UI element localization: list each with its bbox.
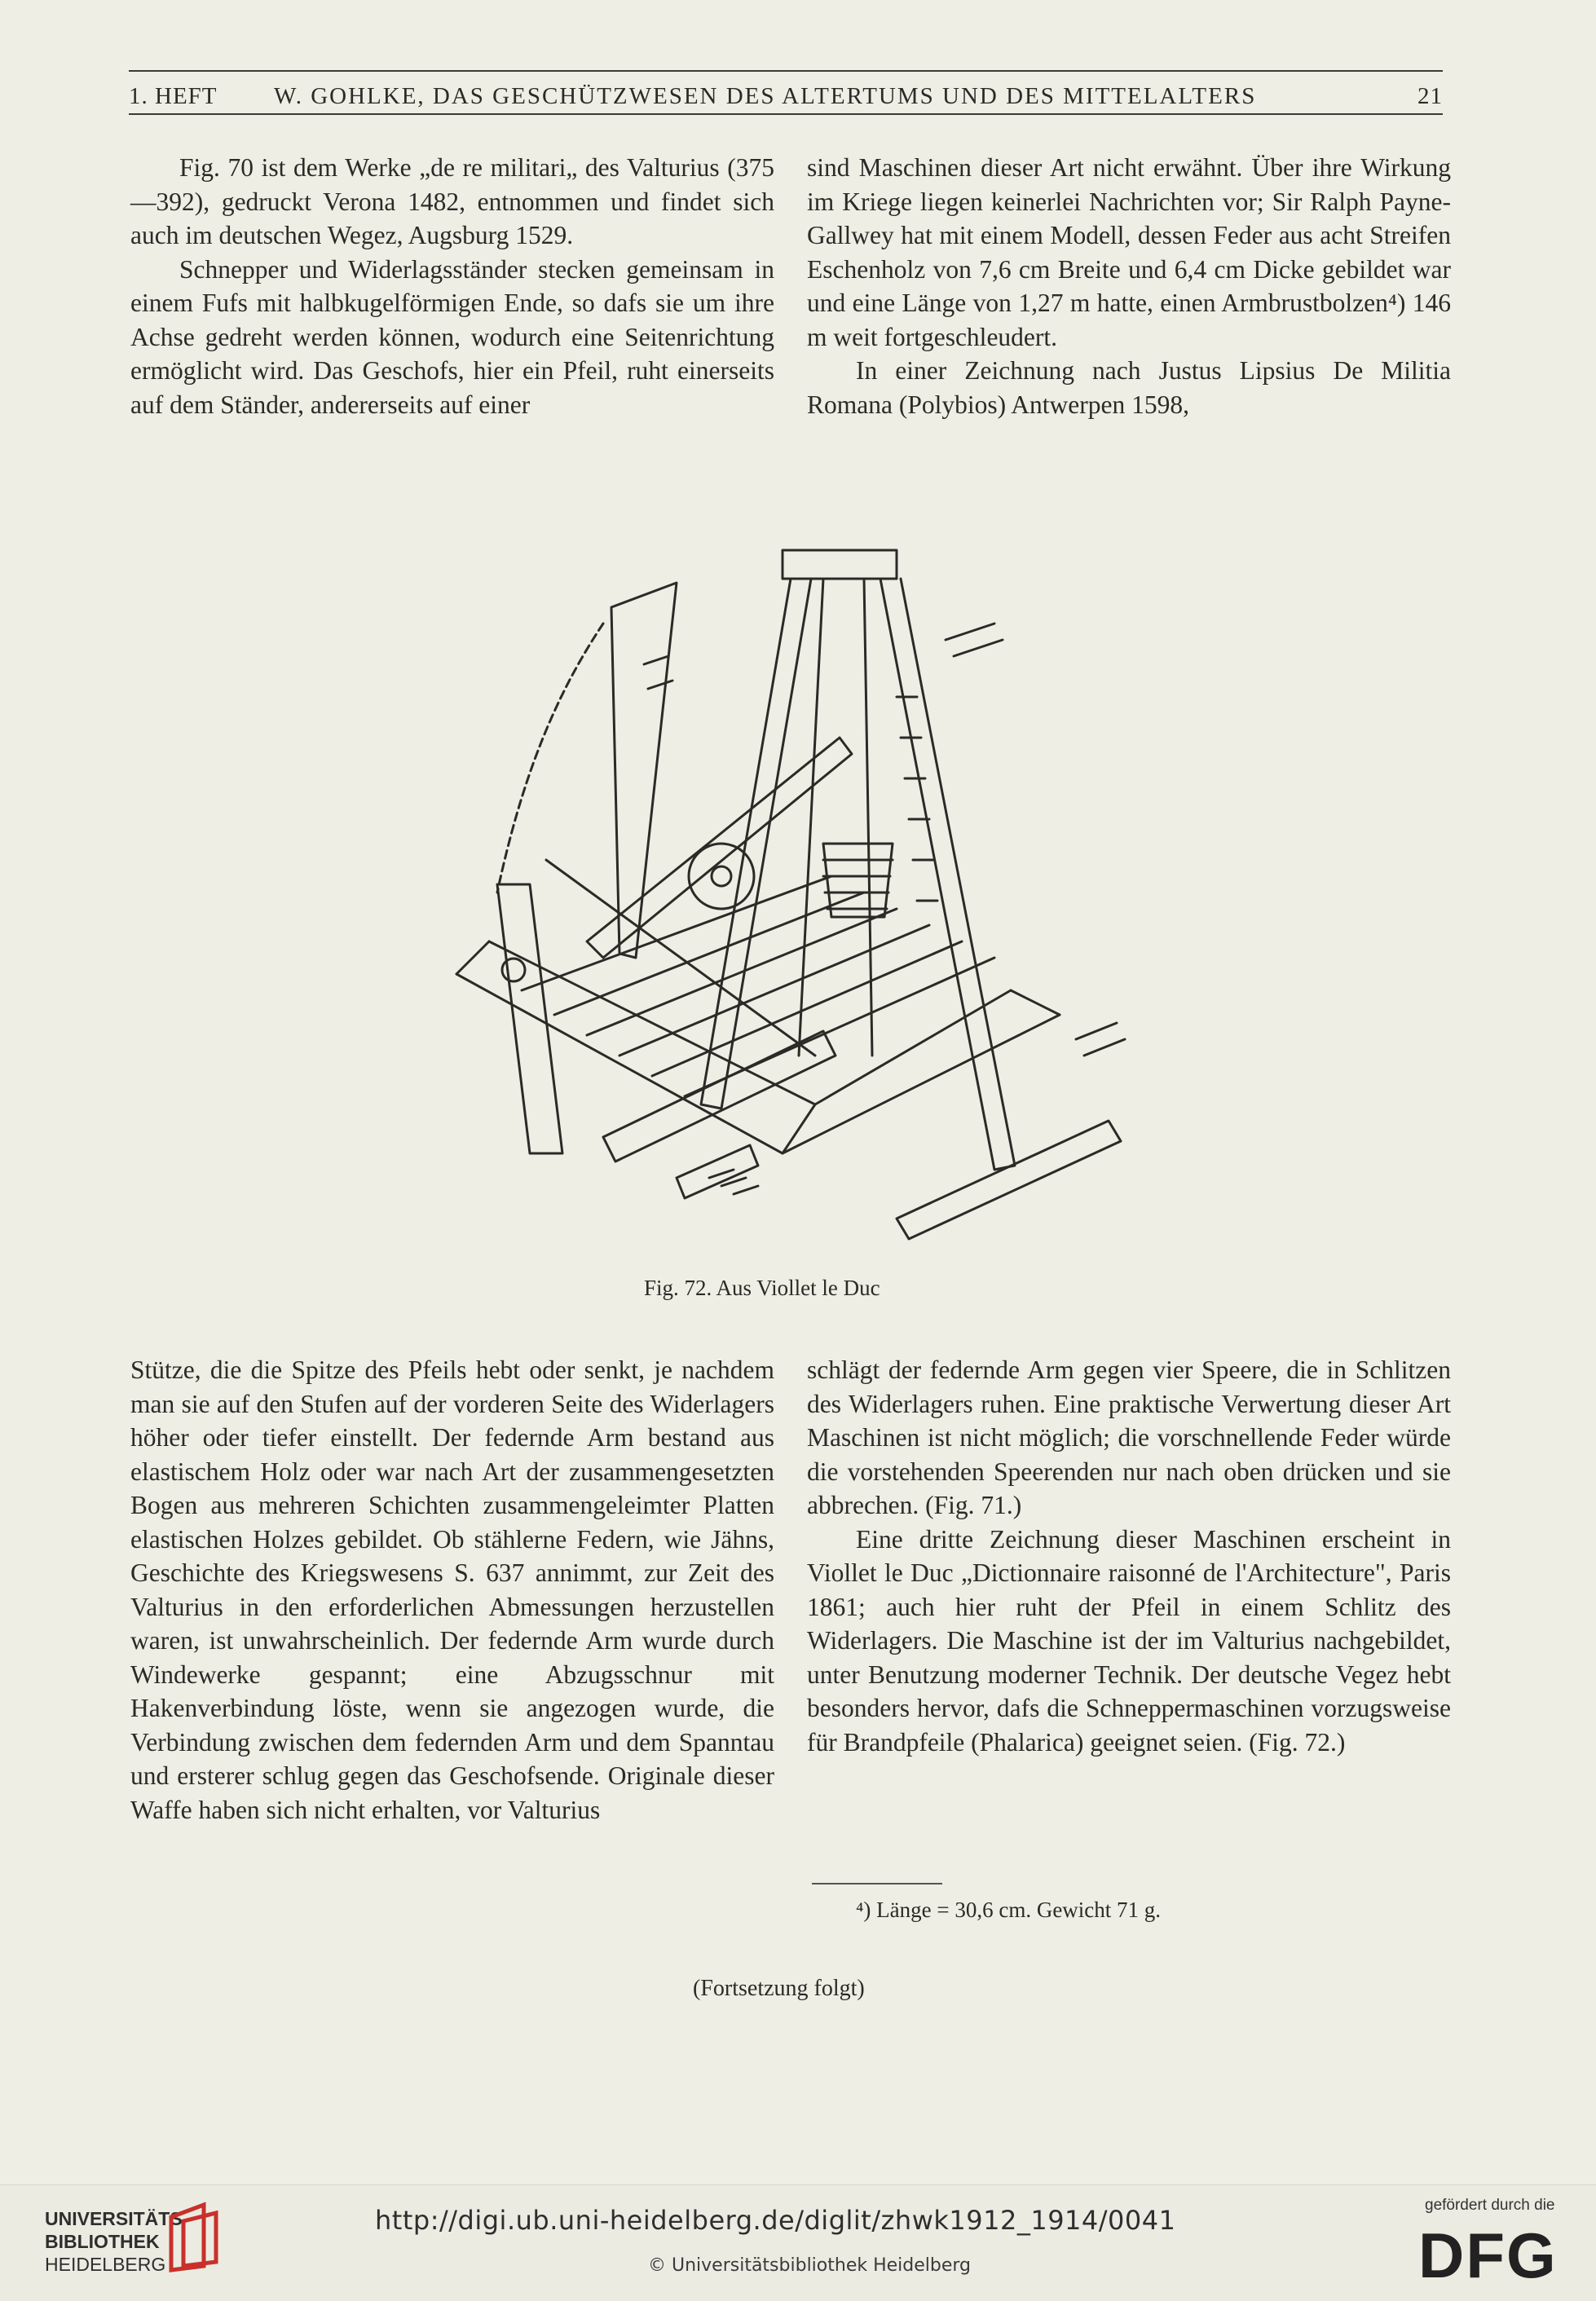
paragraph: sind Maschinen dieser Art nicht erwähnt. Über ihre Wirkung im Kriege liegen keinerlei Nachrichten vor; Sir Ralph Payne-Gallwey hat mit einem Modell, dessen Feder aus acht Streifen Eschenholz von 7,6 cm Breite und 6,4 cm Dicke gebildet war und eine Länge von 1,27 m hatte, einen Armbrustbolzen⁴) 146 m weit fortgeschleudert. xyxy=(807,153,1451,351)
continuation-note: (Fortsetzung folgt) xyxy=(693,1976,865,2001)
paragraph: schlägt der federnde Arm gegen vier Speere, die in Schlitzen des Widerlagers ruhen. Eine praktische Verwertung dieser Art Maschinen ist nicht möglich; die vorschnellende Feder würde die vorstehenden Speerenden nur nach oben drücken und sie abbrechen. (Fig. 71.) xyxy=(807,1355,1451,1519)
dfg-logo: DFG xyxy=(1418,2219,1558,2291)
running-head xyxy=(129,82,1443,116)
column-left-top xyxy=(130,151,774,421)
footnote: ⁴) Länge = 30,6 cm. Gewicht 71 g. xyxy=(856,1898,1162,1922)
paragraph: Eine dritte Zeichnung dieser Maschinen erscheint in Viollet le Duc „Dictionnaire raisonné de l'Architecture", Paris 1861; auch hier ruht der Pfeil in einem Schlitz des Widerlagers. Die Maschine ist der im Valturius nachgebildet, unter Benutzung moderner Technik. Der deutsche Vegez hebt besonders hervor, dafs die Schneppermaschinen vorzugsweise für Brandpfeile (Phalarica) geeignet seien. (Fig. 72.) xyxy=(807,1524,1451,1757)
paragraph: Fig. 70 ist dem Werke „de re militari„ des Valturius (375—392), gedruckt Verona 1482, entnommen und findet sich auch im deutschen Wegez, Augsburg 1529. xyxy=(130,153,774,249)
column-right-top xyxy=(807,151,1451,421)
paragraph: In einer Zeichnung nach Justus Lipsius De Militia Romana (Polybios) Antwerpen 1598, xyxy=(807,356,1451,419)
header-rule xyxy=(129,113,1443,115)
paragraph: Stütze, die die Spitze des Pfeils hebt oder senkt, je nachdem man sie auf den Stufen auf der vorderen Seite des Widerlagers höher oder tiefer einstellt. Der federnde Arm bestand aus elastischem Holz oder war nach Art der zusammengesetzten Bogen aus mehreren Schichten zusammengeleimter Platten elastischen Holzes gebildet. Ob stählerne Federn, wie Jähns, Geschichte des Kriegswesens S. 637 annimmt, zur Zeit des Valturius in den erforderlichen Abmessungen herzustellen waren, ist unwahrscheinlich. Der federnde Arm wurde durch Windewerke gespannt; eine Abzugsschnur mit Hakenverbindung löste, wenn sie angezogen wurde, die Verbindung zwischen dem federnden Arm und dem Spanntau und ersterer schlug gegen das Geschofsende. Originale dieser Waffe haben sich nicht erhalten, vor Valturius xyxy=(130,1355,774,1824)
column-left-bottom xyxy=(130,1353,774,1827)
sponsor-text: gefördert durch die xyxy=(1425,2197,1555,2214)
library-line: HEIDELBERG xyxy=(45,2254,166,2275)
permalink-url[interactable]: http://digi.ub.uni-heidelberg.de/diglit/zhwk1912_1914/0041 xyxy=(375,2205,1176,2236)
library-line: BIBLIOTHEK xyxy=(45,2231,160,2252)
running-title: W. GOHLKE, DAS GESCHÜTZWESEN DES ALTERTUMS UND DES MITTELALTERS xyxy=(274,83,1257,109)
catapult-engraving-icon xyxy=(440,534,1157,1267)
figure-caption: Fig. 72. Aus Viollet le Duc xyxy=(644,1276,880,1300)
header-top-rule xyxy=(129,70,1443,72)
copyright-notice: © Universitätsbibliothek Heidelberg xyxy=(648,2255,972,2276)
viewer-footer-bar xyxy=(0,2184,1596,2301)
footnote-rule xyxy=(812,1883,942,1884)
library-line: UNIVERSITÄTS- xyxy=(45,2208,189,2229)
page-number: 21 xyxy=(1417,83,1443,109)
column-right-bottom xyxy=(807,1353,1451,1759)
ub-heidelberg-logo-icon xyxy=(163,2201,228,2274)
issue-label: 1. HEFT xyxy=(129,83,218,109)
paragraph: Schnepper und Widerlagsständer stecken gemeinsam in einem Fufs mit halbkugelförmigen Ende, so dafs sie um ihre Achse gedreht werden können, wodurch eine Seitenrichtung ermöglicht wird. Das Geschofs, hier ein Pfeil, ruht einerseits auf dem Ständer, andererseits auf einer xyxy=(130,254,774,419)
